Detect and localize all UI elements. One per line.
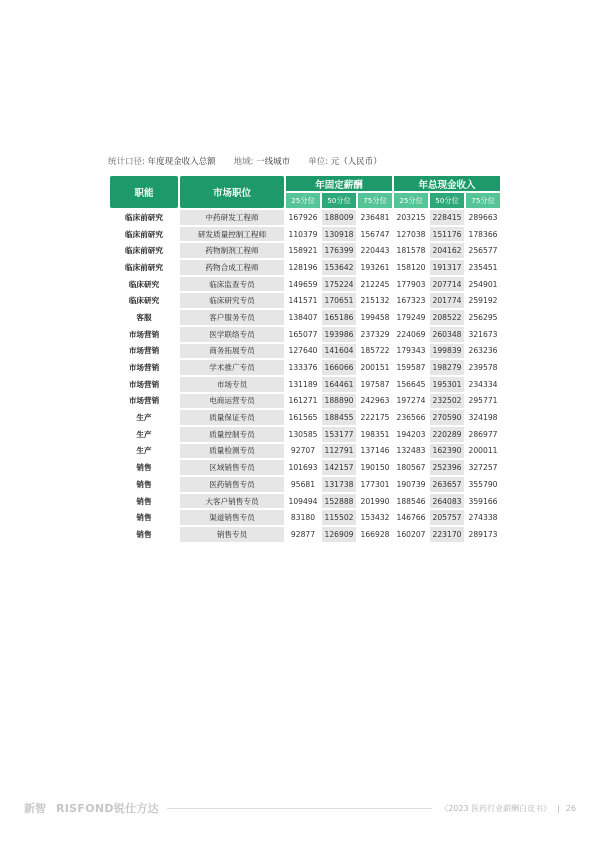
total-p50-cell: 207714 [430, 277, 464, 292]
position-cell: 质量检测专员 [180, 444, 284, 459]
fixed-p25-cell: 92707 [290, 446, 316, 456]
total-p75-cell: 321673 [468, 329, 498, 339]
fixed-p75-cell: 215132 [360, 296, 390, 306]
fixed-p75-cell: 190150 [360, 463, 390, 473]
fixed-p75-cell: 200151 [360, 363, 390, 373]
total-p75-cell: 200011 [468, 446, 498, 456]
position-cell: 临床监查专员 [180, 277, 284, 292]
table-row [110, 427, 500, 442]
fixed-p50-cell: 142157 [322, 460, 356, 475]
fixed-p50-cell: 193986 [322, 327, 356, 342]
total-p25-cell: 190739 [396, 479, 426, 489]
footer-divider [167, 808, 432, 809]
function-cell: 生产 [136, 429, 152, 439]
function-cell: 临床前研究 [125, 229, 163, 239]
function-cell: 临床前研究 [125, 246, 163, 256]
header-fixed-p50: 50分位 [322, 193, 356, 208]
total-p75-cell: 178366 [468, 229, 498, 239]
fixed-p25-cell: 141571 [288, 296, 318, 306]
scope-label: 统计口径: [108, 157, 145, 167]
total-p50-cell: 201774 [430, 293, 464, 308]
function-cell: 生产 [136, 446, 152, 456]
total-p75-cell: 286977 [468, 429, 498, 439]
document-title: 《2023 医药行业薪酬白皮书》 [440, 803, 552, 813]
fixed-p75-cell: 198351 [360, 429, 390, 439]
position-cell: 电商运营专员 [180, 394, 284, 409]
total-p25-cell: 236566 [396, 413, 426, 423]
total-p75-cell: 259192 [468, 296, 498, 306]
total-p25-cell: 159587 [396, 363, 426, 373]
total-p50-cell: 264083 [430, 494, 464, 509]
fixed-p50-cell: 175224 [322, 277, 356, 292]
fixed-p25-cell: 167926 [288, 212, 318, 222]
total-p50-cell: 260348 [430, 327, 464, 342]
fixed-p25-cell: 158921 [288, 246, 318, 256]
table-row [110, 260, 500, 275]
total-p75-cell: 274338 [468, 513, 498, 523]
fixed-p75-cell: 177301 [360, 479, 390, 489]
total-p25-cell: 132483 [396, 446, 426, 456]
header-fixed-p75: 75分位 [358, 193, 392, 208]
table-row [110, 394, 500, 409]
position-cell: 中药研发工程师 [180, 210, 284, 225]
unit-value: 元（人民币） [330, 157, 382, 167]
position-cell: 区域销售专员 [180, 460, 284, 475]
function-cell: 市场营销 [128, 379, 160, 389]
total-p50-cell: 232502 [430, 394, 464, 409]
header-total-p75: 75分位 [466, 193, 500, 208]
fixed-p25-cell: 149659 [288, 279, 318, 289]
function-cell: 销售 [136, 529, 152, 539]
page-footer [24, 800, 576, 816]
unit-label: 单位: [308, 157, 329, 167]
total-p75-cell: 289663 [468, 212, 498, 222]
total-p25-cell: 197274 [396, 396, 426, 406]
position-cell: 市场专员 [180, 377, 284, 392]
fixed-p75-cell: 137146 [360, 446, 390, 456]
position-cell: 商务拓展专员 [180, 344, 284, 359]
fixed-p25-cell: 128196 [288, 262, 318, 272]
total-p50-cell: 151176 [430, 227, 464, 242]
total-p50-cell: 220289 [430, 427, 464, 442]
function-cell: 生产 [136, 413, 152, 423]
fixed-p50-cell: 176399 [322, 243, 356, 258]
fixed-p25-cell: 165077 [288, 329, 318, 339]
total-p75-cell: 327257 [468, 463, 498, 473]
fixed-p25-cell: 109494 [288, 496, 318, 506]
table-body [110, 210, 500, 542]
total-p25-cell: 146766 [396, 513, 426, 523]
function-cell: 临床研究 [128, 279, 160, 289]
function-cell: 客服 [136, 312, 152, 322]
fixed-p50-cell: 152888 [322, 494, 356, 509]
total-p25-cell: 156645 [396, 379, 426, 389]
total-p50-cell: 223170 [430, 527, 464, 542]
total-p25-cell: 127038 [396, 229, 426, 239]
total-p50-cell: 252396 [430, 460, 464, 475]
total-p25-cell: 177903 [396, 279, 426, 289]
header-total-cash: 年总现金收入 [394, 176, 500, 191]
fixed-p50-cell: 130918 [322, 227, 356, 242]
function-cell: 市场营销 [128, 329, 160, 339]
fixed-p50-cell: 112791 [322, 444, 356, 459]
function-cell: 销售 [136, 463, 152, 473]
total-p50-cell: 199839 [430, 344, 464, 359]
total-p50-cell: 270590 [430, 410, 464, 425]
function-cell: 销售 [136, 496, 152, 506]
fixed-p50-cell: 153642 [322, 260, 356, 275]
table-row [110, 527, 500, 542]
risfond-logo: RISFOND锐仕方达 [56, 802, 159, 815]
fixed-p50-cell: 188455 [322, 410, 356, 425]
fixed-p75-cell: 220443 [360, 246, 390, 256]
fixed-p50-cell: 131738 [322, 477, 356, 492]
position-cell: 渠道销售专员 [180, 510, 284, 525]
function-cell: 市场营销 [128, 396, 160, 406]
fixed-p25-cell: 161271 [288, 396, 318, 406]
table-row [110, 444, 500, 459]
fixed-p25-cell: 161565 [288, 413, 318, 423]
table-row [110, 227, 500, 242]
fixed-p50-cell: 165186 [322, 310, 356, 325]
function-cell: 市场营销 [128, 363, 160, 373]
table-row [110, 460, 500, 475]
fixed-p25-cell: 127640 [288, 346, 318, 356]
fixed-p75-cell: 236481 [360, 212, 390, 222]
header-fixed-p25: 25分位 [286, 193, 320, 208]
total-p25-cell: 158120 [396, 262, 426, 272]
region-label: 地域: [233, 157, 254, 167]
table-row [110, 477, 500, 492]
total-p50-cell: 191317 [430, 260, 464, 275]
total-p25-cell: 194203 [396, 429, 426, 439]
position-cell: 客户服务专员 [180, 310, 284, 325]
fixed-p75-cell: 199458 [360, 312, 390, 322]
table-row [110, 210, 500, 225]
total-p25-cell: 179249 [396, 312, 426, 322]
table-row [110, 410, 500, 425]
total-p75-cell: 359166 [468, 496, 498, 506]
total-p25-cell: 180567 [396, 463, 426, 473]
fixed-p25-cell: 138407 [288, 312, 318, 322]
total-p25-cell: 203215 [396, 212, 426, 222]
table-row [110, 510, 500, 525]
fixed-p50-cell: 115502 [322, 510, 356, 525]
position-cell: 药物合成工程师 [180, 260, 284, 275]
total-p25-cell: 224069 [396, 329, 426, 339]
table-row [110, 243, 500, 258]
total-p50-cell: 162390 [430, 444, 464, 459]
scope-info [108, 155, 216, 167]
fixed-p25-cell: 131189 [288, 379, 318, 389]
total-p50-cell: 263657 [430, 477, 464, 492]
position-cell: 研发质量控制工程师 [180, 227, 284, 242]
position-cell: 大客户销售专员 [180, 494, 284, 509]
total-p25-cell: 179343 [396, 346, 426, 356]
unit-info [308, 155, 382, 167]
table-row [110, 327, 500, 342]
position-cell: 销售专员 [180, 527, 284, 542]
function-cell: 临床前研究 [125, 212, 163, 222]
footer-separator: | [557, 803, 560, 813]
total-p75-cell: 234334 [468, 379, 498, 389]
fixed-p75-cell: 193261 [360, 262, 390, 272]
position-cell: 医学联络专员 [180, 327, 284, 342]
fixed-p75-cell: 153432 [360, 513, 390, 523]
fixed-p75-cell: 201990 [360, 496, 390, 506]
fixed-p75-cell: 237329 [360, 329, 390, 339]
total-p75-cell: 263236 [468, 346, 498, 356]
total-p25-cell: 160207 [396, 529, 426, 539]
fixed-p25-cell: 130585 [288, 429, 318, 439]
scope-value: 年度现金收入总额 [147, 157, 216, 167]
header-total-p25: 25分位 [394, 193, 428, 208]
table-row [110, 310, 500, 325]
total-p50-cell: 205757 [430, 510, 464, 525]
function-cell: 销售 [136, 513, 152, 523]
total-p75-cell: 254901 [468, 279, 498, 289]
total-p75-cell: 295771 [468, 396, 498, 406]
total-p50-cell: 195301 [430, 377, 464, 392]
position-cell: 医药销售专员 [180, 477, 284, 492]
total-p50-cell: 198279 [430, 360, 464, 375]
table-row [110, 360, 500, 375]
fixed-p75-cell: 242963 [360, 396, 390, 406]
fixed-p50-cell: 170651 [322, 293, 356, 308]
fixed-p25-cell: 110379 [288, 229, 318, 239]
fixed-p75-cell: 222175 [360, 413, 390, 423]
fixed-p75-cell: 197587 [360, 379, 390, 389]
fixed-p50-cell: 164461 [322, 377, 356, 392]
header-function: 职能 [110, 176, 178, 208]
fixed-p75-cell: 185722 [360, 346, 390, 356]
fixed-p50-cell: 188009 [322, 210, 356, 225]
fixed-p75-cell: 212245 [360, 279, 390, 289]
total-p25-cell: 188546 [396, 496, 426, 506]
function-cell: 销售 [136, 479, 152, 489]
header-fixed-pay: 年固定薪酬 [286, 176, 392, 191]
total-p75-cell: 239578 [468, 363, 498, 373]
fixed-p75-cell: 166928 [360, 529, 390, 539]
fixed-p50-cell: 166066 [322, 360, 356, 375]
position-cell: 临床研究专员 [180, 293, 284, 308]
position-cell: 质量控制专员 [180, 427, 284, 442]
total-p50-cell: 208522 [430, 310, 464, 325]
table-row [110, 494, 500, 509]
total-p25-cell: 181578 [396, 246, 426, 256]
total-p75-cell: 256295 [468, 312, 498, 322]
total-p75-cell: 289173 [468, 529, 498, 539]
total-p75-cell: 235451 [468, 262, 498, 272]
function-cell: 临床研究 [128, 296, 160, 306]
table-row [110, 344, 500, 359]
position-cell: 学术推广专员 [180, 360, 284, 375]
fixed-p25-cell: 92877 [290, 529, 316, 539]
fixed-p25-cell: 95681 [290, 479, 316, 489]
salary-table [108, 174, 502, 544]
fixed-p25-cell: 133376 [288, 363, 318, 373]
header-position: 市场职位 [180, 176, 284, 208]
total-p50-cell: 228415 [430, 210, 464, 225]
page-number: 26 [565, 803, 576, 813]
header-total-p50: 50分位 [430, 193, 464, 208]
table-row [110, 293, 500, 308]
table-row [110, 277, 500, 292]
table-row [110, 377, 500, 392]
region-value: 一线城市 [256, 157, 291, 167]
fixed-p50-cell: 141604 [322, 344, 356, 359]
total-p50-cell: 204162 [430, 243, 464, 258]
fixed-p50-cell: 126909 [322, 527, 356, 542]
function-cell: 市场营销 [128, 346, 160, 356]
fixed-p25-cell: 83180 [290, 513, 316, 523]
total-p25-cell: 167323 [396, 296, 426, 306]
total-p75-cell: 355790 [468, 479, 498, 489]
function-cell: 临床前研究 [125, 262, 163, 272]
fixed-p75-cell: 156747 [360, 229, 390, 239]
fixed-p50-cell: 153177 [322, 427, 356, 442]
position-cell: 药物制剂工程师 [180, 243, 284, 258]
fixed-p25-cell: 101693 [288, 463, 318, 473]
region-info [234, 155, 291, 167]
fixed-p50-cell: 188890 [322, 394, 356, 409]
xinzhi-logo: 新智 [24, 802, 46, 815]
total-p75-cell: 256577 [468, 246, 498, 256]
position-cell: 质量保证专员 [180, 410, 284, 425]
total-p75-cell: 324198 [468, 413, 498, 423]
table-metadata [108, 155, 400, 167]
